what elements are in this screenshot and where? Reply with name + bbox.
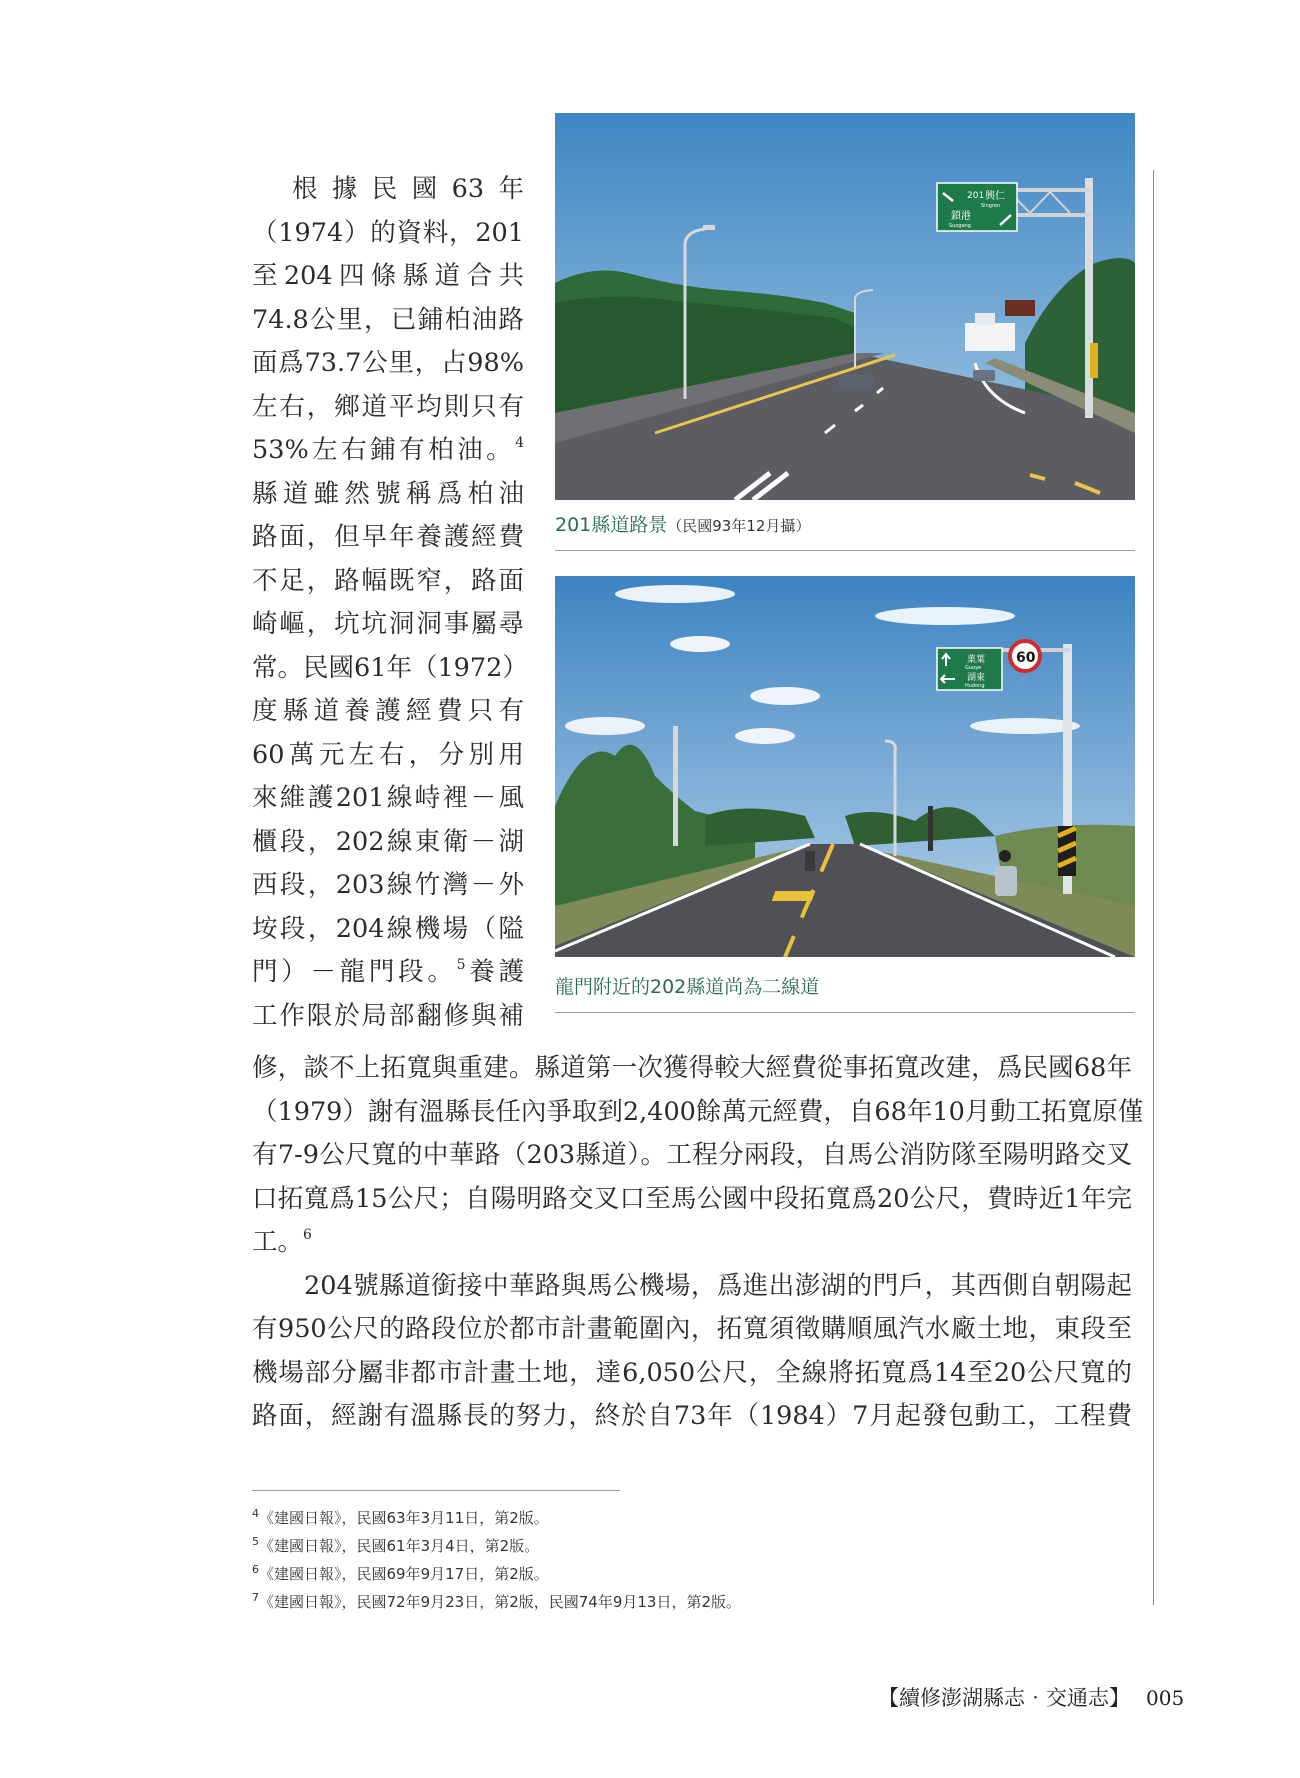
- text-line: 至204四條縣道合共: [252, 261, 524, 291]
- footnote: [252, 1504, 741, 1532]
- footnote-number: 5: [252, 1535, 259, 1548]
- text-fragment: 工。: [252, 1227, 304, 1257]
- footnote: [252, 1532, 741, 1560]
- footnotes: [252, 1504, 741, 1616]
- text-line: 度縣道養護經費只有: [252, 696, 524, 726]
- text-line: [252, 1221, 1132, 1265]
- text-line: 崎嶇，坑坑洞洞事屬尋: [252, 609, 524, 639]
- guide-sign-202: [937, 648, 1002, 690]
- page-number: 005: [1146, 1686, 1185, 1710]
- margin-rule: [1153, 170, 1154, 1605]
- footnote-number: 4: [252, 1507, 259, 1520]
- sign-place-hudong-en: Hudong: [965, 683, 985, 689]
- body-text-narrow: [252, 168, 528, 1038]
- footnote-text: 《建國日報》，民國61年3月4日，第2版。: [259, 1537, 540, 1555]
- guide-sign-201: [937, 183, 1017, 231]
- text-fragment: 門）－龍門段。: [252, 957, 457, 987]
- body-text-full: [252, 1047, 1144, 1439]
- book-title: 【續修澎湖縣志‧交通志】: [878, 1686, 1130, 1710]
- text-line: 常。民國61年（1972）: [252, 652, 528, 683]
- text-line: [252, 951, 524, 995]
- text-line: 西段，203線竹灣－外: [252, 870, 524, 900]
- text-line: 60萬元左右，分別用: [252, 739, 524, 770]
- text-line: 有7-9公尺寬的中華路（203縣道）。工程分兩段，自馬公消防隊至陽明路交叉: [252, 1140, 1132, 1170]
- speed-limit-sign: [1010, 641, 1040, 671]
- footnote-text: 《建國日報》，民國72年9月23日，第2版，民國74年9月13日，第2版。: [259, 1593, 742, 1611]
- photo-road-201: [555, 113, 1135, 500]
- text-line: 有950公尺的路段位於都市計畫範圍內，拓寬須徵購順風汽水廠土地，東段至: [252, 1314, 1132, 1344]
- text-fragment: 養護: [465, 957, 524, 987]
- sign-place-singren-en: Singren: [981, 203, 1001, 209]
- footnote-ref: 6: [303, 1227, 312, 1243]
- running-footer: [878, 1682, 1184, 1712]
- text-line: 不足，路幅既窄，路面: [252, 565, 524, 596]
- text-line: 根據民國63年: [252, 174, 524, 204]
- text-line: [252, 429, 524, 473]
- text-line: 左右，鄉道平均則只有: [252, 391, 524, 422]
- text-fragment: 53%左右鋪有柏油。: [252, 435, 516, 465]
- caption-main: 龍門附近的202縣道尚為二線道: [555, 976, 820, 998]
- text-line: 74.8公里，已鋪柏油路: [252, 304, 524, 335]
- photo-road-202: [555, 576, 1135, 957]
- caption-rule: [555, 550, 1135, 551]
- text-line: （1974）的資料，201: [252, 217, 524, 248]
- footnote-text: 《建國日報》，民國63年3月11日，第2版。: [259, 1509, 549, 1527]
- sign-place-guoye: 菓葉: [967, 655, 986, 665]
- footnote: [252, 1588, 741, 1616]
- footnote-ref: 4: [515, 435, 524, 451]
- caption-main: 201縣道路景: [555, 514, 668, 536]
- footnote-text: 《建國日報》，民國69年9月17日，第2版。: [259, 1565, 549, 1583]
- sign-place-hudong: 湖東: [967, 673, 986, 683]
- footnote-number: 6: [252, 1563, 259, 1576]
- footnote: [252, 1560, 741, 1588]
- caption-note: （民國93年12月攝）: [667, 517, 811, 535]
- text-line: 修，談不上拓寬與重建。縣道第一次獲得較大經費從事拓寬改建，爲民國68年: [252, 1053, 1132, 1083]
- photo-caption: [555, 510, 810, 537]
- text-line: 垵段，204線機場（隘: [252, 913, 524, 944]
- speed-limit-value: 60: [1016, 650, 1036, 666]
- sign-place-singren: 興仁: [985, 191, 1005, 202]
- footnote-ref: 5: [456, 957, 466, 973]
- text-line: 路面，但早年養護經費: [252, 522, 524, 552]
- text-line: 204號縣道銜接中華路與馬公機場，爲進出澎湖的門戶，其西側自朝陽起: [304, 1270, 1132, 1301]
- sign-place-guoye-en: Guoye: [965, 665, 982, 671]
- caption-rule: [555, 1012, 1135, 1013]
- text-line: 口拓寬爲15公尺；自陽明路交叉口至馬公國中段拓寬爲20公尺，費時近1年完: [252, 1183, 1132, 1214]
- sign-place-suogang: 鎖港: [951, 211, 971, 222]
- text-line: 面爲73.7公里，占98%: [252, 348, 524, 378]
- text-line: 路面，經謝有溫縣長的努力，終於自73年（1984）7月起發包動工，工程費: [252, 1401, 1132, 1431]
- footnote-rule: [252, 1490, 620, 1491]
- text-line: 縣道雖然號稱爲柏油: [252, 478, 524, 509]
- text-line: （1979）謝有溫縣長任內爭取到2,400餘萬元經費，自68年10月動工拓寬原僅: [252, 1096, 1144, 1127]
- sign-route-201: 201: [967, 191, 985, 201]
- footnote-number: 7: [252, 1591, 259, 1604]
- sign-place-suogang-en: Suogang: [949, 223, 971, 229]
- text-line: 櫃段，202線東衛－湖: [252, 826, 524, 857]
- text-line: 機場部分屬非都市計畫土地，達6,050公尺，全線將拓寬爲14至20公尺寬的: [252, 1357, 1132, 1388]
- text-line: 工作限於局部翻修與補: [252, 1000, 524, 1031]
- text-line: 來維護201線峙裡－風: [252, 783, 524, 813]
- photo-caption: [555, 972, 819, 999]
